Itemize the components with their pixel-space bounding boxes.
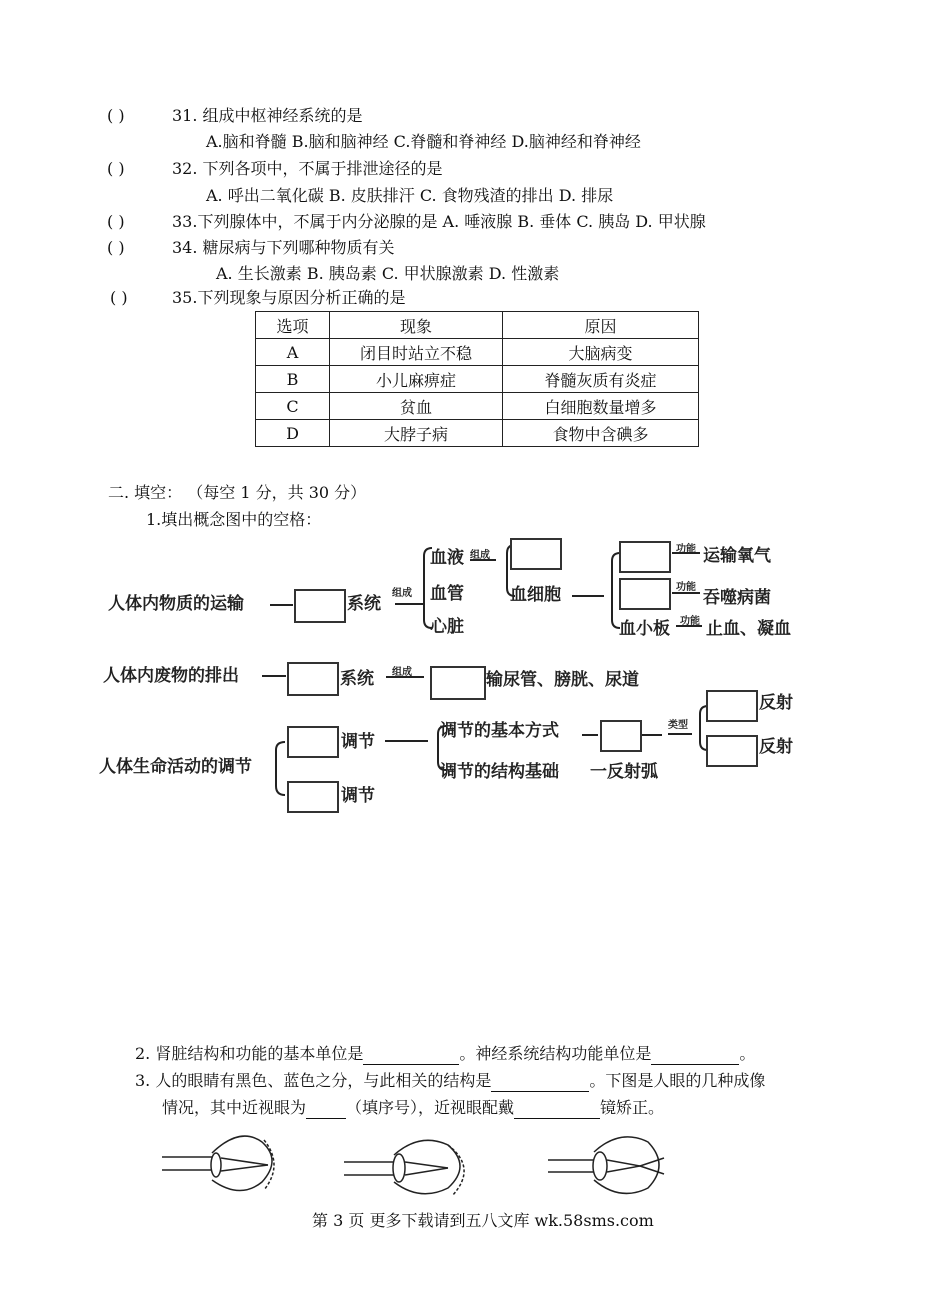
q35-stem: 35.下列现象与原因分析正确的是 <box>172 288 406 307</box>
concept-transport: 人体内物质的运输 <box>108 594 244 614</box>
concept-zucheng: 组成 <box>392 588 412 599</box>
concept-reflex-arc: 一反射弧 <box>590 762 658 782</box>
concept-leixing: 类型 <box>668 720 688 731</box>
q32-options: A. 呼出二氧化碳 B. 皮肤排汗 C. 食物残渣的排出 D. 排尿 <box>206 186 614 205</box>
table-header: 现象 <box>330 312 503 339</box>
concept-oxygen: 运输氧气 <box>703 546 771 566</box>
q3-text-d: （填序号），近视眼配戴 <box>346 1098 515 1117</box>
concept-zucheng: 组成 <box>392 667 412 678</box>
table-cell: 脊髓灰质有炎症 <box>503 366 699 393</box>
q34-options: A. 生长激素 B. 胰岛素 C. 甲状腺激素 D. 性激素 <box>216 264 560 283</box>
q3-text-e: 镜矫正。 <box>600 1098 665 1117</box>
page-footer: 第 3 页 更多下载请到五八文库 wk.58sms.com <box>312 1211 654 1230</box>
concept-phago: 吞噬病菌 <box>703 588 771 608</box>
concept-struct-base: 调节的结构基础 <box>440 762 559 782</box>
section2-title: 二. 填空： （每空 1 分，共 30 分） <box>108 483 367 502</box>
q35-paren: ( ) <box>110 288 128 307</box>
q31-options: A.脑和脊髓 B.脑和脑神经 C.脊髓和脊神经 D.脑神经和脊神经 <box>206 132 641 151</box>
section2-q1: 1.填出概念图中的空格： <box>146 510 322 529</box>
table-cell: D <box>256 420 330 447</box>
concept-excretion: 人体内废物的排出 <box>103 666 239 686</box>
concept-system-label: 系统 <box>347 594 381 614</box>
concept-heart: 心脏 <box>430 617 464 637</box>
table-cell: B <box>256 366 330 393</box>
concept-vessel: 血管 <box>430 584 464 604</box>
concept-platelet: 血小板 <box>619 619 670 639</box>
concept-blood: 血液 <box>430 548 464 568</box>
q32-paren: ( ) <box>107 159 125 178</box>
eye-diagram-1 <box>162 1136 274 1190</box>
concept-tiaojie: 调节 <box>341 786 375 806</box>
q31-stem: 31. 组成中枢神经系统的是 <box>172 106 363 125</box>
q33-stem: 33.下列腺体中，不属于内分泌腺的是 A. 唾液腺 B. 垂体 C. 胰岛 D. 甲状腺 <box>172 212 706 231</box>
concept-cells: 血细胞 <box>510 585 561 605</box>
table-cell: 小儿麻痹症 <box>330 366 503 393</box>
q3-text-a: 3. 人的眼睛有黑色、蓝色之分，与此相关的结构是 <box>135 1071 492 1090</box>
table-cell: 贫血 <box>330 393 503 420</box>
q2-text-b: 。神经系统结构功能单位是 <box>459 1044 652 1063</box>
eye-diagram-3 <box>548 1137 664 1194</box>
table-cell: 白细胞数量增多 <box>503 393 699 420</box>
concept-reflex: 反射 <box>759 737 793 757</box>
q2-text-c: 。 <box>739 1044 756 1063</box>
concept-gongneng: 功能 <box>680 616 700 627</box>
table-cell: 大脖子病 <box>330 420 503 447</box>
concept-tiaojie: 调节 <box>341 732 375 752</box>
table-cell: 食物中含碘多 <box>503 420 699 447</box>
concept-regulation: 人体生命活动的调节 <box>99 757 252 777</box>
q3-text-c: 情况，其中近视眼为 <box>162 1098 307 1117</box>
concept-excretion-parts: 输尿管、膀胱、尿道 <box>486 670 639 690</box>
eye-diagram-2 <box>344 1140 464 1196</box>
concept-zucheng: 组成 <box>470 550 490 561</box>
table-header: 选项 <box>256 312 330 339</box>
table-header: 原因 <box>503 312 699 339</box>
q33-paren: ( ) <box>107 212 125 231</box>
concept-stop: 止血、凝血 <box>706 619 791 639</box>
table-cell: C <box>256 393 330 420</box>
q31-paren: ( ) <box>107 106 125 125</box>
concept-reflex: 反射 <box>759 693 793 713</box>
q2-text-a: 2. 肾脏结构和功能的基本单位是 <box>135 1044 364 1063</box>
table-cell: 闭目时站立不稳 <box>330 339 503 366</box>
q34-stem: 34. 糖尿病与下列哪种物质有关 <box>172 238 395 257</box>
concept-gongneng: 功能 <box>676 582 696 593</box>
q34-paren: ( ) <box>107 238 125 257</box>
concept-gongneng: 功能 <box>676 544 696 555</box>
table-cell: A <box>256 339 330 366</box>
q3-text-b: 。下图是人眼的几种成像 <box>589 1071 766 1090</box>
q32-stem: 32. 下列各项中，不属于排泄途径的是 <box>172 159 443 178</box>
concept-system-label: 系统 <box>340 669 374 689</box>
table-cell: 大脑病变 <box>503 339 699 366</box>
concept-basic-mode: 调节的基本方式 <box>440 721 559 741</box>
